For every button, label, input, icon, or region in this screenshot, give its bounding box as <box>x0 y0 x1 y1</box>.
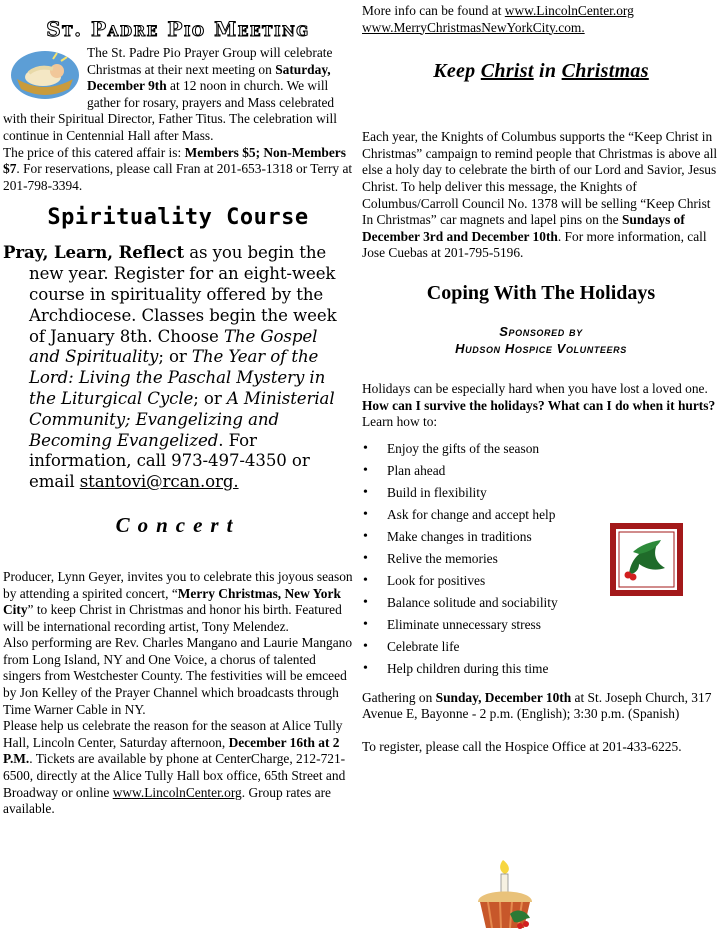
list-item: • Balance solitude and sociability <box>362 592 720 614</box>
keep-christ-article <box>362 129 720 262</box>
lincoln-center-link-2[interactable]: www.LincolnCenter.org <box>504 3 634 18</box>
holidays-heading: Coping With The Holidays <box>426 281 656 304</box>
spirituality-sep-2: ; or <box>193 388 227 408</box>
list-item: • Ask for change and accept help <box>362 504 720 526</box>
kc-title-4: Christmas <box>561 60 649 83</box>
cupcake-candle-icon <box>470 858 540 934</box>
kc-contact: . For more information, call Jose Cuebas at 201-795-5196. <box>362 228 707 261</box>
concert-venue: Please help us celebrate the reason for the season at Alice Tully Hall, Lincoln Center, Saturday afternoon, <box>3 718 343 750</box>
list-item: • Relive the memories <box>362 548 720 570</box>
pio-reservations: . For reservations, please call Fran at 201-653-1318 or Terry at 201-798-3394. <box>3 161 353 193</box>
more-info-text: More info can be found at <box>362 3 505 18</box>
list-item: • Look for positives <box>362 570 720 592</box>
spirituality-contact: . For information, call 973-497-4350 or email <box>29 430 310 492</box>
holly-card-icon <box>609 522 684 597</box>
kc-text: Each year, the Knights of Columbus supports the “Keep Christ in Christmas” campaign to remind people that Christmas is above all else a holy day to celebrate the birth of our Lord and Savior, Jesus Christ. To help deliver this message, the Knights of Columbus/Carroll Council No. 1378 will be selling “Keep Christ In Christmas” car magnets and lapel pins on the <box>362 129 718 228</box>
pio-text: The St. Padre Pio Prayer Group will celebrate Christmas at their next meeting on <box>87 45 333 77</box>
kc-dates: Sundays of December 3rd and December 10th <box>362 212 685 244</box>
spirituality-article <box>3 242 353 493</box>
list-item: • Enjoy the gifts of the season <box>362 438 720 460</box>
infant-in-manger-icon <box>9 49 81 101</box>
right-column <box>362 0 720 756</box>
intro-question: How can I survive the holidays? What can I do when it hurts? <box>362 397 716 413</box>
left-column <box>3 0 353 818</box>
concert-article <box>3 569 353 818</box>
pio-article <box>3 45 353 194</box>
course-option-2: The Year of the Lord: Living the Paschal Mystery in the Liturgical Cycle <box>29 347 326 408</box>
gather-location: at St. Joseph Church, 317 Avenue E, Bayonne - 2 p.m. (English); 3:30 p.m. (Spanish) <box>362 689 712 722</box>
kc-title-3: in <box>533 60 562 83</box>
list-item: • Eliminate unnecessary stress <box>362 614 720 636</box>
kc-title-1: Keep <box>433 60 481 83</box>
spirituality-heading: Spirituality Course <box>47 205 309 231</box>
pio-text-2: at 12 noon in church. We will gather for rosary, prayers and Mass celebrated with their Spiritual Director, Father Titus. The celebration will continue in Centennial Hall after Mass. <box>3 78 337 143</box>
concert-tickets: . Tickets are available by phone at CenterCharge, 212-721-6500, directly at the Alice Tully Hall box office, 65th Street and Broadway or online <box>3 751 346 800</box>
email-link[interactable]: stantovi@rcan.org. <box>79 472 239 492</box>
concert-date: December 16th at 2 P.M. <box>3 734 340 767</box>
concert-name: Merry Christmas, New York City <box>3 585 341 618</box>
list-item: • Build in flexibility <box>362 482 720 504</box>
concert-heading: Concert <box>115 512 241 537</box>
pio-price: Members $5; Non-Members $7 <box>3 144 346 177</box>
sponsor-line <box>362 323 720 381</box>
gather-text: Gathering on <box>362 689 436 705</box>
pio-heading: St. Padre Pio Meeting <box>46 17 310 41</box>
concert-text: Producer, Lynn Geyer, invites you to celebrate this joyous season by attending a spirited concert, “ <box>3 568 353 601</box>
list-item: • Make changes in traditions <box>362 526 720 548</box>
pio-date: Saturday, December 9th <box>87 61 331 94</box>
concert-more-info <box>362 3 720 36</box>
sponsor-name: Hudson Hospice Volunteers <box>455 340 627 356</box>
lincoln-center-link[interactable]: www.LincolnCenter.org <box>112 784 242 800</box>
course-option-1: The Gospel and Spirituality <box>29 326 318 367</box>
course-option-3: A Ministerial Community; Evangelizing and Becoming Evangelized <box>29 388 335 450</box>
spirituality-sep: ; or <box>158 347 192 367</box>
list-item: • Help children during this time <box>362 658 720 680</box>
spirituality-text: as you begin the new year. Register for an eight-week course in spirituality offered by the Archdiocese. Classes begin the week of January 8th. Choose <box>29 243 337 346</box>
holidays-intro <box>362 381 720 431</box>
intro-learn: Learn how to: <box>362 414 438 430</box>
sponsor-label: Sponsored by <box>499 323 583 339</box>
list-item: • Celebrate life <box>362 636 720 658</box>
pio-price-text: The price of this catered affair is: <box>3 144 185 160</box>
intro-text: Holidays can be especially hard when you have lost a loved one. <box>362 380 708 396</box>
spirituality-lead: Pray, Learn, Reflect <box>3 242 185 263</box>
kc-title-2: Christ <box>480 60 534 83</box>
gathering-info <box>362 690 720 723</box>
concert-group-rates: . Group rates are available. <box>3 784 331 817</box>
merry-christmas-link[interactable]: www.MerryChristmasNewYorkCity.com. <box>362 19 585 35</box>
register-info: To register, please call the Hospice Office at 201-433-6225. <box>362 738 682 754</box>
concert-performers: Also performing are Rev. Charles Mangano and Laurie Mangano from Long Island, NY and One Voice, a chorus of talented singers from Westchester County. The festivities will be emceed by Jon Kelley of the Prayer Channel which broadcasts through Time Warner Cable in NY. <box>3 635 353 717</box>
gather-date: Sunday, December 10th <box>435 689 572 705</box>
concert-text-2: ” to keep Christ in Christmas and honor his birth. Featured will be international recording artist, Tony Melendez. <box>3 602 342 634</box>
keep-christ-heading <box>362 60 720 129</box>
list-item: • Plan ahead <box>362 460 720 482</box>
